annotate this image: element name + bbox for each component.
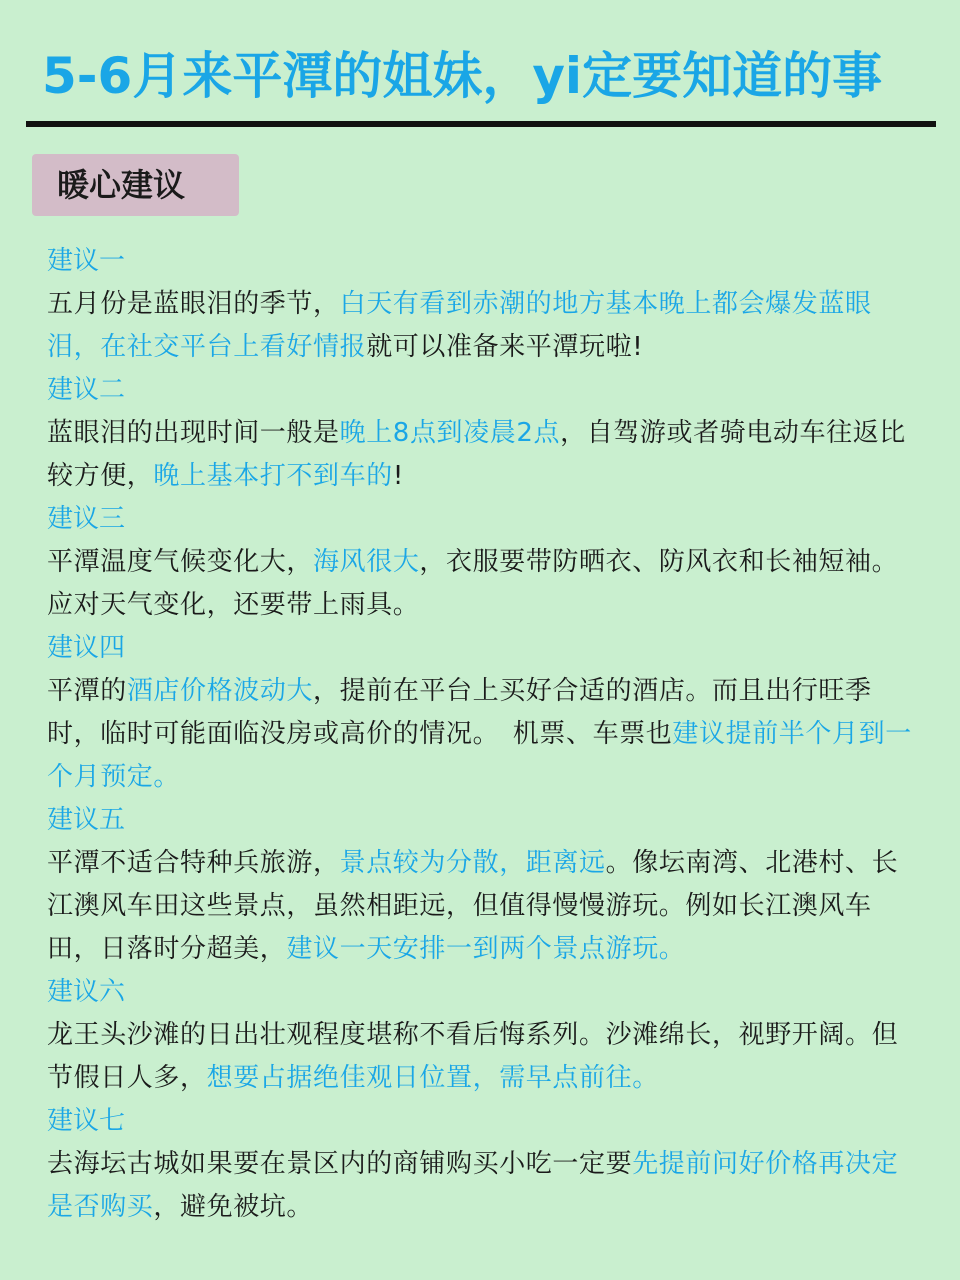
tip-heading: 建议七 bbox=[47, 1106, 126, 1136]
tip-body bbox=[47, 670, 915, 799]
tip-text: ，衣服要带防晒衣、防风衣和长袖短袖。应对天气变化，还要带上雨具。 bbox=[47, 547, 899, 620]
tip-body bbox=[47, 541, 915, 627]
tip-text: ，自驾游或者骑电动车往返比较方便， bbox=[47, 418, 906, 491]
tip-body bbox=[47, 1143, 915, 1229]
tip-body bbox=[47, 412, 915, 498]
tip-highlight-text: 晚上8点到凌晨2点 bbox=[339, 418, 561, 448]
tip-body bbox=[47, 1014, 915, 1100]
tip-text: 平潭的 bbox=[47, 676, 127, 706]
tip-body bbox=[47, 283, 915, 369]
tip-highlight-text: 景点较为分散，距离远 bbox=[339, 848, 606, 878]
section-tag: 暖心建议 bbox=[32, 154, 239, 216]
tip-text: 就可以准备来平潭玩啦! bbox=[366, 332, 644, 362]
tip-text: ! bbox=[392, 461, 404, 491]
tip-heading: 建议二 bbox=[47, 375, 126, 405]
tip-text: 龙王头沙滩的日出壮观程度堪称不看后悔系列。沙滩绵长，视野开阔。但节假日人多， bbox=[47, 1020, 899, 1093]
tips-list bbox=[47, 240, 915, 1229]
tip-body bbox=[47, 842, 915, 971]
page-title: 5-6月来平潭的姐妹，yi定要知道的事 bbox=[42, 47, 883, 105]
tip-highlight-text: 白天有看到赤潮的地方基本晚上都会爆发蓝眼泪，在社交平台上看好情报 bbox=[47, 289, 872, 362]
tip-text: 蓝眼泪的出现时间一般是 bbox=[47, 418, 340, 448]
tip-highlight-text: 建议提前半个月到一个月预定。 bbox=[47, 719, 912, 792]
tip-text: 平潭不适合特种兵旅游， bbox=[47, 848, 340, 878]
tip-highlight-text: 酒店价格波动大 bbox=[126, 676, 314, 706]
tip-heading: 建议四 bbox=[47, 633, 126, 663]
tip-highlight-text: 海风很大 bbox=[313, 547, 420, 577]
tip-text: 。像坛南湾、北港村、长江澳风车田这些景点，虽然相距远，但值得慢慢游玩。例如长江澳风车田，日落时分超美， bbox=[47, 848, 899, 964]
title-divider bbox=[26, 121, 936, 127]
tip-highlight-text: 建议一天安排一到两个景点游玩。 bbox=[286, 934, 686, 964]
tip-heading: 建议六 bbox=[47, 977, 126, 1007]
tip-text: ，避免被坑。 bbox=[153, 1192, 314, 1222]
tip-heading: 建议五 bbox=[47, 805, 126, 835]
tip-text: 平潭温度气候变化大， bbox=[47, 547, 314, 577]
tip-highlight-text: 晚上基本打不到车的 bbox=[153, 461, 393, 491]
tip-heading: 建议三 bbox=[47, 504, 126, 534]
tip-text: 五月份是蓝眼泪的季节， bbox=[47, 289, 340, 319]
tip-text: 去海坛古城如果要在景区内的商铺购买小吃一定要 bbox=[47, 1149, 633, 1179]
tip-text: ，提前在平台上买好合适的酒店。而且出行旺季时，临时可能面临没房或高价的情况。 机票、车票也 bbox=[47, 676, 872, 749]
tip-heading: 建议一 bbox=[47, 246, 126, 276]
tip-highlight-text: 想要占据绝佳观日位置，需早点前往。 bbox=[206, 1063, 659, 1093]
tip-highlight-text: 先提前问好价格再决定是否购买 bbox=[47, 1149, 899, 1222]
